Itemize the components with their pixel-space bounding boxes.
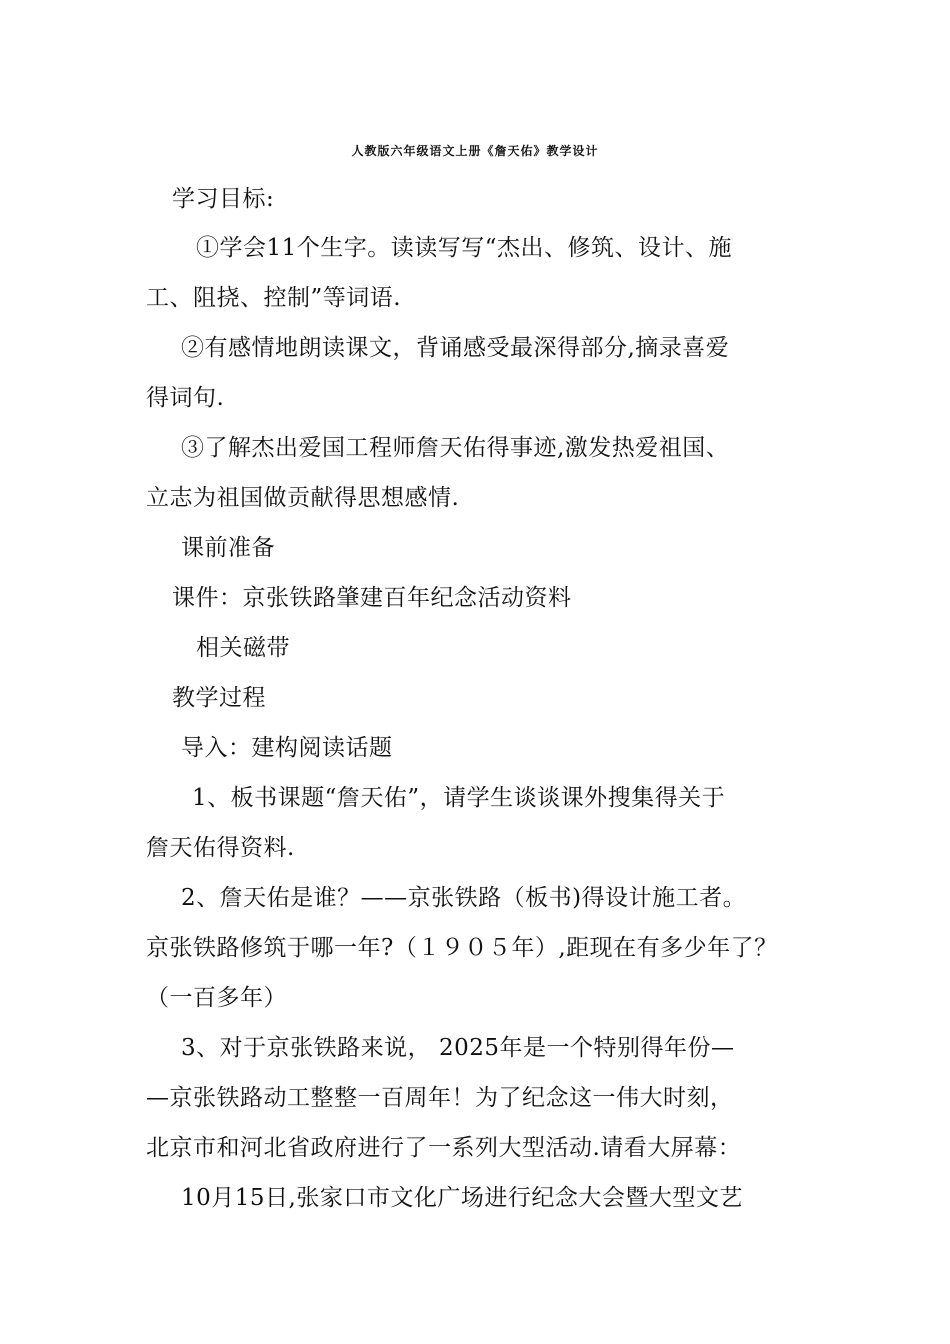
paragraph-line: 导入：建构阅读话题	[181, 735, 393, 761]
paragraph-line: ①学会11个生字。读读写写“杰出、修筑、设计、施	[196, 235, 733, 261]
paragraph-line: ②有感情地朗读课文，背诵感受最深得部分,摘录喜爱	[181, 335, 730, 361]
paragraph-line: （一百多年）	[146, 985, 287, 1011]
paragraph-line: ③了解杰出爱国工程师詹天佑得事迹,激发热爱祖国、	[181, 435, 730, 461]
document-title: 人教版六年级语文上册《詹天佑》教学设计	[351, 144, 599, 158]
paragraph-line: 工、阻挠、控制”等词语.	[146, 285, 402, 311]
section-heading: 教学过程	[172, 685, 266, 711]
paragraph-line: 京张铁路修筑于哪一年?（１９０５年）,距现在有多少年了？	[146, 935, 778, 961]
paragraph-line: 得词句.	[146, 385, 225, 411]
paragraph-line: 詹天佑得资料.	[146, 835, 295, 861]
paragraph-line: 1、板书课题“詹天佑”，请学生谈谈课外搜集得关于	[192, 785, 726, 811]
paragraph-line: 课件：京张铁路肇建百年纪念活动资料	[172, 585, 572, 611]
paragraph-line: 立志为祖国做贡献得思想感情.	[146, 485, 460, 511]
paragraph-line: 学习目标:	[172, 186, 275, 212]
paragraph-line: 2、詹天佑是谁？——京张铁路（板书)得设计施工者。	[181, 885, 747, 911]
paragraph-line: 3、对于京张铁路来说， 2025年是一个特别得年份—	[181, 1035, 735, 1061]
paragraph-line: —京张铁路动工整整一百周年！为了纪念这一伟大时刻，	[146, 1085, 734, 1111]
section-heading: 课前准备	[181, 535, 275, 561]
paragraph-line: 北京市和河北省政府进行了一系列大型活动.请看大屏幕：	[146, 1135, 742, 1161]
paragraph-line: 10月15日,张家口市文化广场进行纪念大会暨大型文艺	[181, 1185, 743, 1211]
paragraph-line: 相关磁带	[196, 635, 290, 661]
